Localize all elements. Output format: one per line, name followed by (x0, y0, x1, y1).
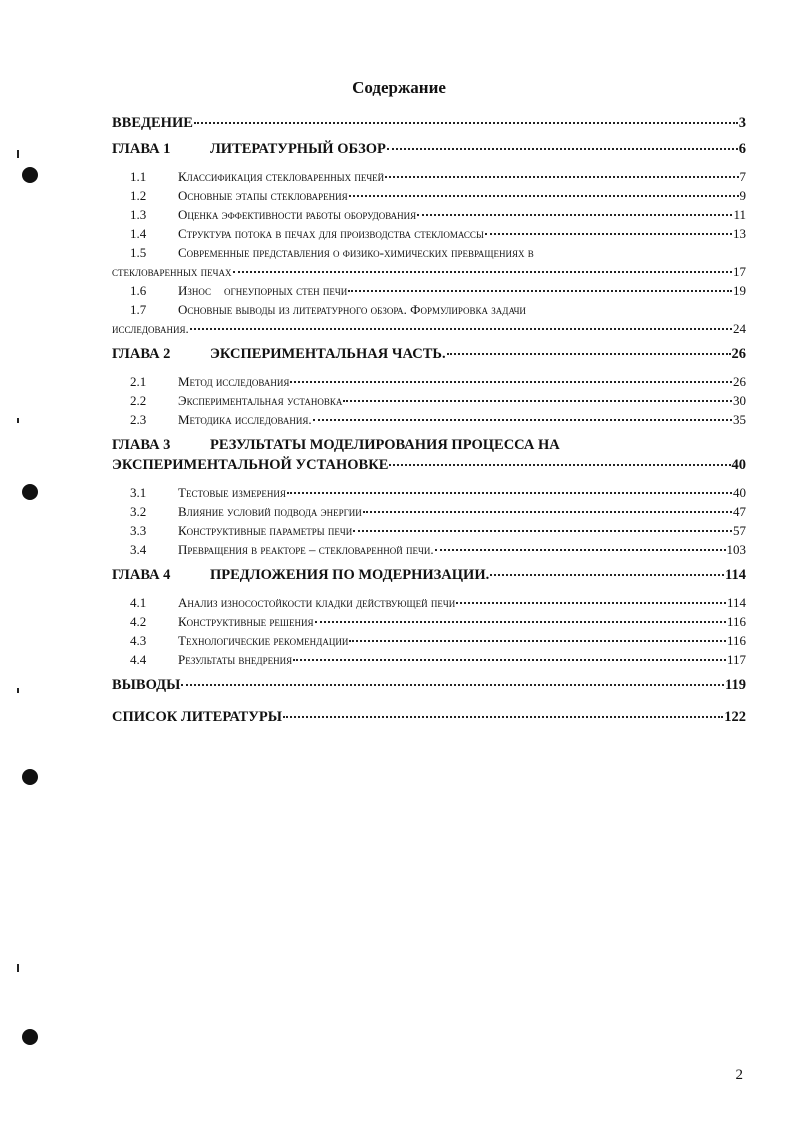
section-number: 4.2 (130, 614, 147, 629)
section-title: Конструктивные параметры печи (178, 523, 353, 538)
dot-leader (447, 353, 731, 355)
toc-entry-references[interactable] (112, 707, 746, 727)
dot-leader (456, 602, 726, 604)
section-title: Оценка эффективности работы оборудования (178, 207, 417, 222)
section-number: 4.1 (130, 595, 147, 610)
chapter-title-continued: ЭКСПЕРИМЕНТАЛЬНОЙ УСТАНОВКЕ (112, 457, 389, 473)
section-number: 2.3 (130, 412, 147, 427)
toc-entry-label: ВВЕДЕНИЕ (112, 115, 193, 131)
toc-page-number: 103 (726, 542, 746, 557)
toc-entry-conclusions[interactable] (112, 675, 746, 695)
section-number: 4.3 (130, 633, 147, 648)
dot-leader (353, 530, 732, 532)
toc-section-1-4[interactable] (112, 224, 746, 243)
section-number: 4.4 (130, 652, 147, 667)
chapter-number: ГЛАВА 2 (112, 346, 171, 362)
toc-chapter-4[interactable] (112, 565, 746, 585)
section-title: Методика исследования. (178, 412, 312, 427)
toc-page-number: 17 (733, 264, 746, 279)
section-number: 1.6 (130, 283, 147, 298)
table-of-contents (112, 113, 746, 727)
toc-entry-label: СПИСОК ЛИТЕРАТУРЫ (112, 709, 282, 725)
dot-leader (283, 716, 723, 718)
chapter-title: ЭКСПЕРИМЕНТАЛЬНАЯ ЧАСТЬ. (210, 346, 446, 362)
toc-section-3-3[interactable] (112, 521, 746, 540)
dot-leader (343, 400, 732, 402)
scan-mark (17, 150, 19, 158)
dot-leader (435, 549, 726, 551)
toc-page-number: 114 (725, 567, 746, 583)
toc-page-number: 30 (733, 393, 746, 408)
toc-section-2-3[interactable] (112, 410, 746, 429)
toc-page-number: 9 (739, 188, 746, 203)
toc-entry-intro[interactable] (112, 113, 746, 133)
dot-leader (290, 381, 732, 383)
toc-section-2-1[interactable] (112, 372, 746, 391)
toc-page-number: 26 (731, 346, 746, 362)
section-title-continued: стекловаренных печах (112, 264, 232, 279)
dot-leader (485, 233, 732, 235)
section-number: 3.2 (130, 504, 147, 519)
toc-page-number: 114 (726, 595, 746, 610)
toc-page-number: 19 (733, 283, 746, 298)
toc-page-number: 6 (738, 141, 746, 157)
toc-section-1-1[interactable] (112, 167, 746, 186)
toc-page-number: 40 (731, 457, 746, 473)
page-title: Содержание (352, 78, 446, 97)
section-title: Конструктивные решения (178, 614, 314, 629)
toc-section-4-1[interactable] (112, 593, 746, 612)
dot-leader (190, 328, 732, 330)
section-number: 1.4 (130, 226, 147, 241)
dot-leader (181, 684, 724, 686)
dot-leader (417, 214, 732, 216)
dot-leader (194, 122, 738, 124)
chapter-number: ГЛАВА 1 (112, 141, 171, 157)
toc-section-1-7-line1[interactable] (112, 300, 746, 319)
toc-page-number: 117 (726, 652, 746, 667)
toc-page-number: 122 (724, 709, 746, 725)
section-title: Экспериментальная установка (178, 393, 343, 408)
toc-page-number: 11 (733, 207, 746, 222)
binder-hole (22, 484, 38, 500)
section-number: 2.1 (130, 374, 147, 389)
scan-mark (17, 964, 19, 972)
toc-page-number: 35 (733, 412, 746, 427)
toc-page-number: 7 (739, 169, 746, 184)
toc-section-1-5-line2[interactable] (112, 262, 746, 281)
toc-section-1-3[interactable] (112, 205, 746, 224)
toc-chapter-2[interactable] (112, 344, 746, 364)
dot-leader (490, 574, 724, 576)
dot-leader (287, 492, 732, 494)
toc-entry-label: ВЫВОДЫ (112, 677, 181, 693)
toc-page-number: 13 (733, 226, 746, 241)
toc-page-number: 26 (733, 374, 746, 389)
dot-leader (385, 176, 738, 178)
section-title: Технологические рекомендации (178, 633, 349, 648)
page-number: 2 (735, 1067, 743, 1083)
toc-chapter-1[interactable] (112, 139, 746, 159)
section-title: Результаты внедрения (178, 652, 293, 667)
section-number: 3.1 (130, 485, 147, 500)
toc-section-1-2[interactable] (112, 186, 746, 205)
section-title-continued: исследования. (112, 321, 189, 336)
toc-page-number: 3 (738, 115, 746, 131)
section-number: 1.5 (130, 245, 147, 260)
binder-hole (22, 167, 38, 183)
toc-section-3-2[interactable] (112, 502, 746, 521)
section-title: Метод исследования (178, 374, 290, 389)
toc-section-1-6[interactable] (112, 281, 746, 300)
toc-page-number: 116 (726, 614, 746, 629)
section-number: 3.4 (130, 542, 147, 557)
toc-section-4-2[interactable] (112, 612, 746, 631)
chapter-title: РЕЗУЛЬТАТЫ МОДЕЛИРОВАНИЯ ПРОЦЕССА НА (210, 437, 560, 453)
section-title: Тестовые измерения (178, 485, 286, 500)
binder-hole (22, 1029, 38, 1045)
toc-section-3-1[interactable] (112, 483, 746, 502)
toc-page-number: 24 (733, 321, 746, 336)
chapter-title: ЛИТЕРАТУРНЫЙ ОБЗОР (210, 141, 386, 157)
scan-mark (17, 688, 19, 693)
dot-leader (315, 621, 726, 623)
section-title: Структура потока в печах для производства стекломассы (178, 226, 484, 241)
toc-section-4-3[interactable] (112, 631, 746, 650)
dot-leader (387, 148, 738, 150)
section-number: 1.1 (130, 169, 147, 184)
toc-page-number: 47 (733, 504, 746, 519)
dot-leader (313, 419, 732, 421)
dot-leader (349, 195, 739, 197)
section-number: 3.3 (130, 523, 147, 538)
toc-chapter-3-line1[interactable] (112, 435, 746, 455)
dot-leader (349, 640, 726, 642)
section-number: 1.7 (130, 302, 147, 317)
section-title: Классификация стекловаренных печей (178, 169, 385, 184)
section-title: Основные этапы стекловарения (178, 188, 348, 203)
dot-leader (389, 464, 730, 466)
section-number: 2.2 (130, 393, 147, 408)
dot-leader (233, 271, 733, 273)
dot-leader (348, 290, 732, 292)
section-title: Анализ износостойкости кладки действующей печи (178, 595, 456, 610)
binder-hole (22, 769, 38, 785)
chapter-title: ПРЕДЛОЖЕНИЯ ПО МОДЕРНИЗАЦИИ. (210, 567, 490, 583)
section-title: Износ огнеупорных стен печи (178, 283, 348, 298)
toc-page-number: 57 (733, 523, 746, 538)
section-title: Основные выводы из литературного обзора. Формулировка задачи (178, 302, 526, 317)
section-title: Влияние условий подвода энергии (178, 504, 362, 519)
toc-chapter-3-line2[interactable] (112, 455, 746, 475)
dot-leader (293, 659, 726, 661)
toc-section-3-4[interactable] (112, 540, 746, 559)
section-title: Превращения в реакторе – стекловаренной печи. (178, 542, 434, 557)
section-number: 1.3 (130, 207, 147, 222)
chapter-number: ГЛАВА 4 (112, 567, 171, 583)
toc-page-number: 40 (733, 485, 746, 500)
toc-section-2-2[interactable] (112, 391, 746, 410)
chapter-number: ГЛАВА 3 (112, 437, 171, 453)
toc-page-number: 119 (725, 677, 746, 693)
toc-section-1-5-line1[interactable] (112, 243, 746, 262)
toc-section-1-7-line2[interactable] (112, 319, 746, 338)
dot-leader (363, 511, 732, 513)
scan-mark (17, 418, 19, 423)
section-number: 1.2 (130, 188, 147, 203)
toc-section-4-4[interactable] (112, 650, 746, 669)
toc-page-number: 116 (726, 633, 746, 648)
section-title: Современные представления о физико-химических превращениях в (178, 245, 534, 260)
